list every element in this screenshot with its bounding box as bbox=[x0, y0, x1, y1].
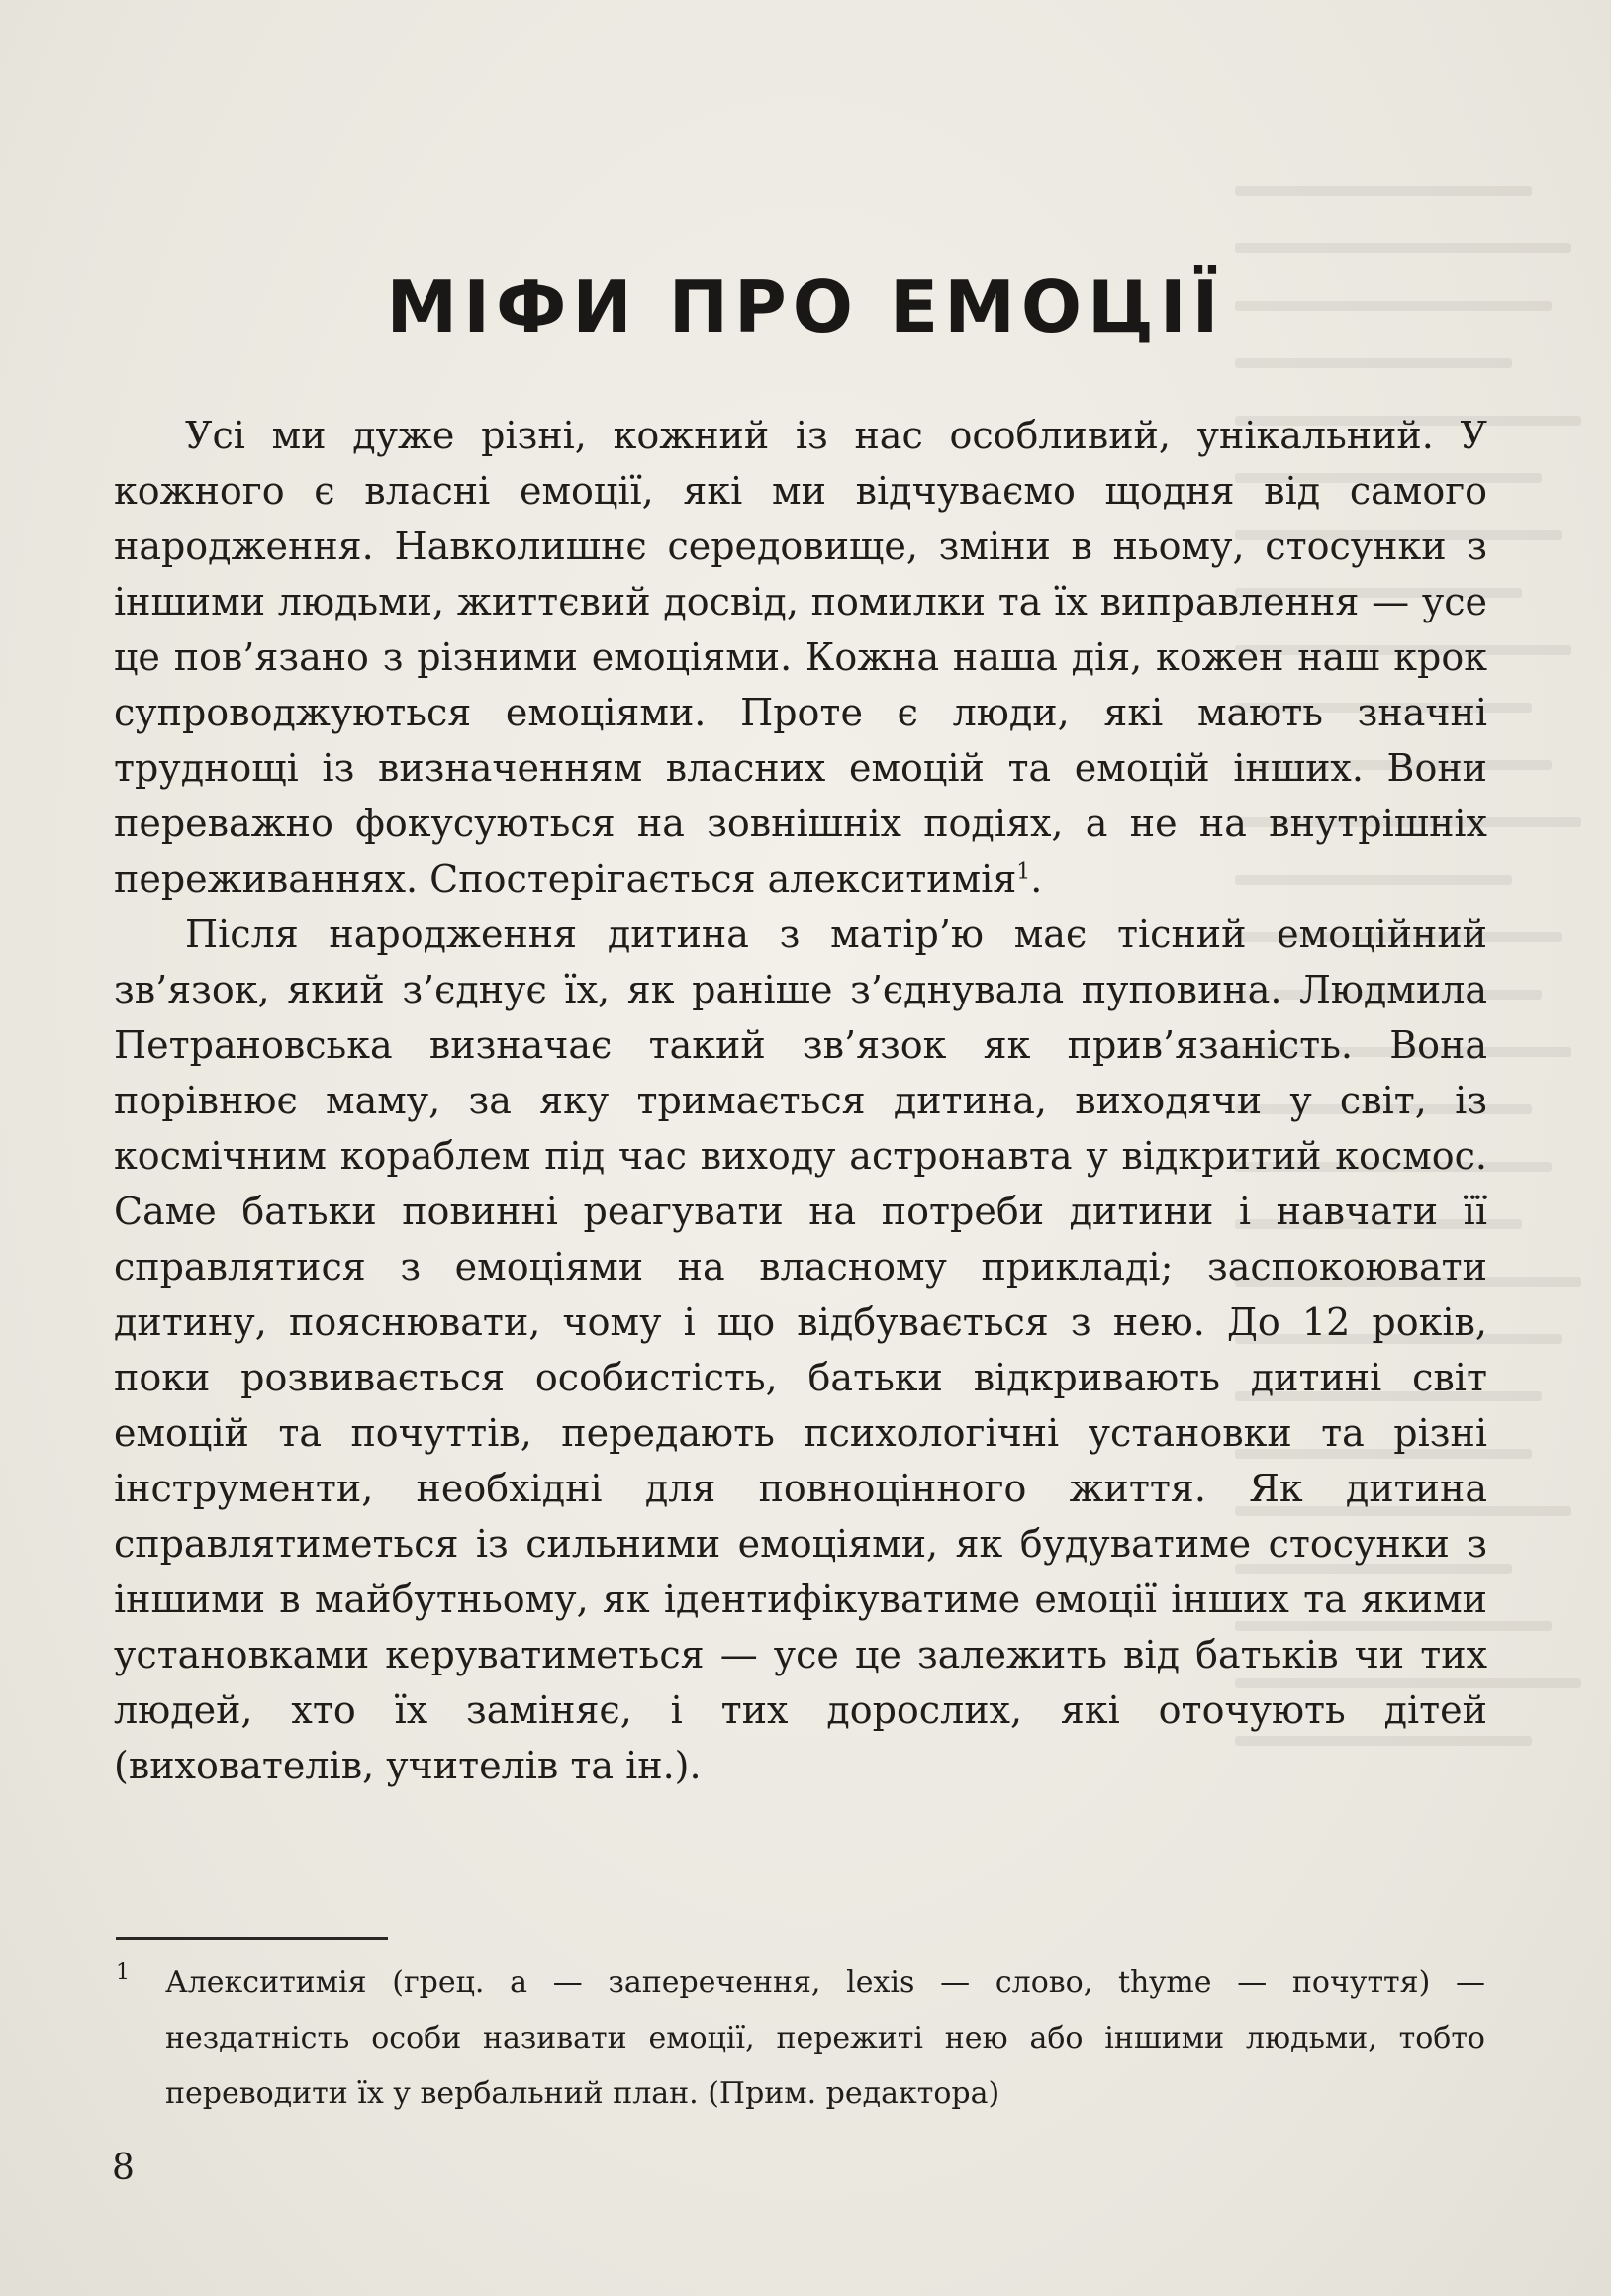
footnote-number: 1 bbox=[116, 1961, 130, 1985]
footnote-text: Алекситимія (грец. а — заперечення, lexis — слово, thyme — почуття) — нездатність особи називати емоції, пережиті нею або іншими людьми, тобто переводити їх у вербальний план. (Прим. редактора) bbox=[165, 1965, 1485, 2111]
body-text bbox=[114, 408, 1487, 1793]
page-number: 8 bbox=[112, 2148, 135, 2188]
chapter-title: МІФИ ПРО ЕМОЦІЇ bbox=[386, 265, 1225, 348]
paragraph bbox=[114, 408, 1487, 907]
footnote bbox=[116, 1956, 1485, 2122]
footnote-reference[interactable]: 1 bbox=[1016, 859, 1031, 885]
paragraph-text: Усі ми дуже різні, кожний із нас особливий, унікальний. У кожного є власні емоції, які ми відчуваємо щодня від самого народження. Навколишнє середовище, зміни в ньому, стосунки з іншими людьми, життєвий досвід, помилки та їх виправлення — усе це пов’язано з різними емоціями. Кожна наша дія, кожен наш крок супроводжуються емоціями. Проте є люди, які мають значні труднощі із визначенням власних емоцій та емоцій інших. Вони переважно фокусуються на зовнішніх подіях, а не на внутрішніх переживаннях. Спостерігається алекситимія bbox=[114, 414, 1487, 901]
paragraph: Після народження дитина з матір’ю має тісний емоційний зв’язок, який з’єднує їх, як раніше з’єднувала пуповина. Людмила Петрановська визначає такий зв’язок як прив’язаність. Вона порівнює маму, за яку тримається дитина, виходячи у світ, із космічним кораблем під час виходу астронавта у відкритий космос. Саме батьки повинні реагувати на потреби дитини і навчати її справлятися з емоціями на власному прикладі; заспокоювати дитину, пояснювати, чому і що відбувається з нею. До 12 років, поки розвивається особистість, батьки відкривають дитині світ емоцій та почуттів, передають психологічні установки та різні інструменти, необхідні для повноцінного життя. Як дитина справлятиметься із сильними емоціями, як будуватиме стосунки з іншими в майбутньому, як ідентифікуватиме емоції інших та якими установками керуватиметься — усе це залежить від батьків чи тих людей, хто їх заміняє, і тих дорослих, які оточують дітей (вихователів, учителів та ін.). bbox=[114, 912, 1487, 1787]
footnote-divider bbox=[116, 1937, 388, 1940]
paragraph-end: . bbox=[1030, 857, 1043, 901]
